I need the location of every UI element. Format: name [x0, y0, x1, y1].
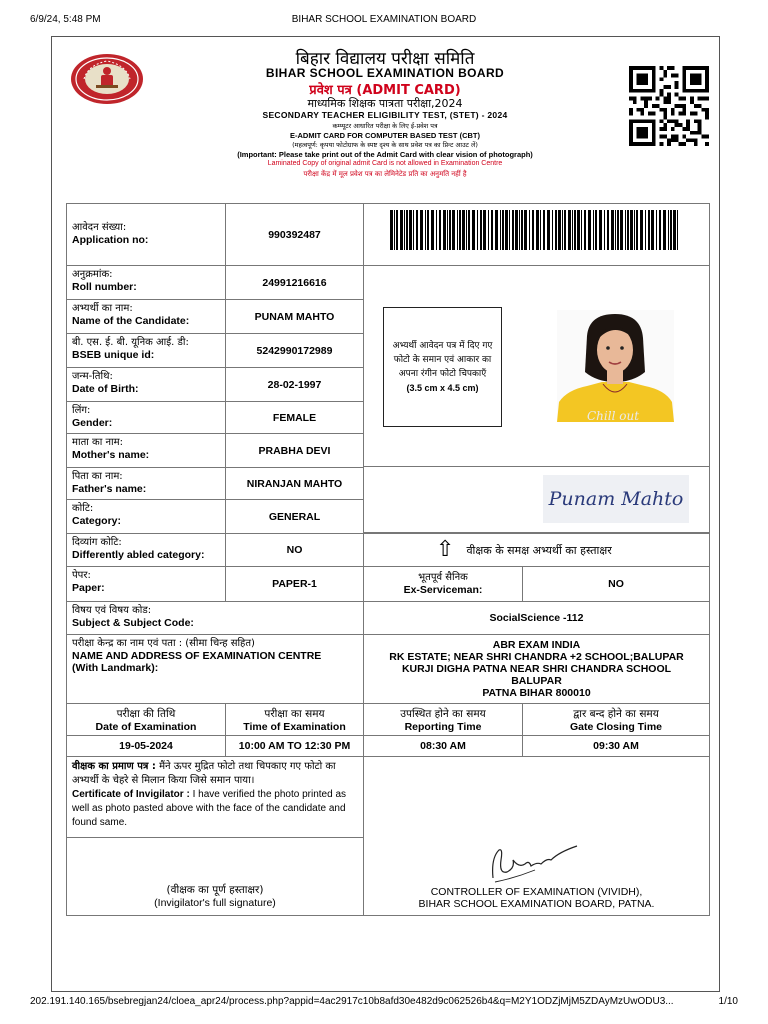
photo-size: (3.5 cm x 4.5 cm) [406, 383, 479, 393]
certificate-text-hindi: मैंने ऊपर मुद्रित फोटो तथा चिपकाए गए फोटो का अभ्यर्थी के चेहरे से मिलान किया जिसे समान पाया। [72, 761, 336, 786]
print-header [30, 14, 738, 28]
print-datetime: 6/9/24, 5:48 PM [30, 14, 101, 25]
signature-note-text: वीक्षक के समक्ष अभ्यर्थी का हस्ताक्षर [466, 543, 612, 557]
schedule-header-time: परीक्षा का समय Time of Examination [225, 703, 364, 736]
application-number: 990392487 [225, 203, 364, 266]
certificate-text-english: I have verified the photo printed as well as photo pasted above with the face of the candidate and found same. [72, 789, 347, 828]
paper-label: पेपर: Paper: [66, 566, 226, 602]
gender-value: FEMALE [225, 401, 364, 434]
laminated-note-english: Laminated Copy of original admit Card is not allowed in Examination Centre [267, 160, 503, 167]
mother-value: PRABHA DEVI [225, 433, 364, 468]
laminated-note-hindi: परीक्षा केंद्र में मूल प्रवेश पत्र का लेमिनेटेड प्रति का अनुमति नहीं है [303, 170, 467, 178]
invigilator-sig-hindi: (वीक्षक का पूर्ण हस्ताक्षर) [166, 884, 264, 896]
photo-shirt-text: Chill out [587, 409, 640, 422]
board-title-hindi: बिहार विद्यालय परीक्षा समिति [295, 49, 475, 69]
barcode-cell [363, 203, 710, 266]
controller-signature-icon [485, 838, 585, 886]
bseb-logo-icon [70, 53, 144, 105]
schedule-header-gate: द्वार बन्द होने का समय Gate Closing Time [522, 703, 710, 736]
invigilator-sig-english: (Invigilator's full signature) [154, 897, 276, 909]
print-title: BIHAR SCHOOL EXAMINATION BOARD [291, 14, 477, 25]
cbt-hindi: कम्प्यूटर आधारित परीक्षा के लिए ई-प्रवेश पत्र [332, 122, 438, 130]
exam-time: 10:00 AM TO 12:30 PM [225, 735, 364, 757]
schedule-header-date: परीक्षा की तिथि Date of Examination [66, 703, 226, 736]
print-footer [30, 996, 738, 1010]
signature-note [363, 533, 710, 567]
photo-instruction-text: अभ्यर्थी आवेदन पत्र में दिए गए फोटो के समान एवं आकार का अपना रंगीन फोटो चिपकाएँ [392, 341, 493, 379]
invigilator-signature-area [66, 837, 364, 916]
candidate-signature [543, 475, 689, 523]
paper-value: PAPER-1 [225, 566, 364, 602]
gender-label: लिंग: Gender: [66, 401, 226, 434]
centre-address: ABR EXAM INDIA RK ESTATE; NEAR SHRI CHANDRA +2 SCHOOL;BALUPAR KURJI DIGHA PATNA NEAR SHRI CHANDRA SCHOOL BALUPAR PATNA BIHAR 800010 [363, 634, 710, 704]
subject-label: विषय एवं विषय कोड: Subject & Subject Code: [66, 601, 364, 635]
category-label: कोटि: Category: [66, 499, 226, 534]
qr-code-icon [627, 66, 711, 146]
photo-instruction-box [383, 307, 502, 427]
up-arrow-icon: ⇧ [436, 537, 455, 562]
disabled-label: दिव्यांग कोटि: Differently abled category: [66, 533, 226, 567]
important-hindi: (महत्वपूर्ण: कृपया फोटोग्राफ के स्पष्ट दृश्य के साथ प्रवेश पत्र का प्रिन्ट आउट लें) [292, 141, 478, 149]
dob-label: जन्म-तिथि: Date of Birth: [66, 367, 226, 402]
dob-value: 28-02-1997 [225, 367, 364, 402]
bseb-id-value: 5242990172989 [225, 333, 364, 368]
schedule-header-reporting: उपस्थित होने का समय Reporting Time [363, 703, 523, 736]
certificate-label-english: Certificate of Invigilator : [72, 789, 190, 800]
certificate-label-hindi: वीक्षक का प्रमाण पत्र : [72, 761, 156, 772]
bseb-id-label: बी. एस. ई. बी. यूनिक आई. डी: BSEB unique id: [66, 333, 226, 368]
father-value: NIRANJAN MAHTO [225, 467, 364, 500]
exam-name-hindi: माध्यमिक शिक्षक पात्रता परीक्षा,2024 [307, 97, 463, 110]
signature-text: Punam Mahto [548, 488, 684, 510]
board-title-english: BIHAR SCHOOL EXAMINATION BOARD [265, 66, 505, 80]
ex-serviceman-label: भूतपूर्व सैनिक Ex-Serviceman: [363, 566, 523, 602]
category-value: GENERAL [225, 499, 364, 534]
controller-line2: BIHAR SCHOOL EXAMINATION BOARD, PATNA. [418, 898, 655, 910]
gate-closing-time: 09:30 AM [522, 735, 710, 757]
controller-line1: CONTROLLER OF EXAMINATION (VIVIDH), [430, 886, 643, 898]
father-label: पिता का नाम: Father's name: [66, 467, 226, 500]
name-label: अभ्यर्थी का नाम: Name of the Candidate: [66, 299, 226, 334]
print-page-number: 1/10 [718, 996, 738, 1007]
invigilator-certificate [66, 756, 364, 838]
candidate-photo [557, 310, 674, 422]
mother-label: माता का नाम: Mother's name: [66, 433, 226, 468]
reporting-time: 08:30 AM [363, 735, 523, 757]
ex-serviceman-value: NO [522, 566, 710, 602]
disabled-value: NO [225, 533, 364, 567]
cbt-english: E-ADMIT CARD FOR COMPUTER BASED TEST (CBT) [290, 131, 480, 140]
admit-card-title: प्रवेश पत्र (ADMIT CARD) [309, 83, 461, 98]
exam-name-english: SECONDARY TEACHER ELIGIBILITY TEST, (STET) - 2024 [262, 110, 508, 120]
roll-label: अनुक्रमांक: Roll number: [66, 265, 226, 300]
application-label: आवेदन संख्या: Application no: [66, 203, 226, 266]
centre-label: परीक्षा केन्द्र का नाम एवं पता : (सीमा चिन्ह सहित) NAME AND ADDRESS OF EXAMINATION CENTRE (With Landmark): [66, 634, 364, 704]
barcode-icon [390, 210, 682, 250]
roll-number: 24991216616 [225, 265, 364, 300]
exam-date: 19-05-2024 [66, 735, 226, 757]
important-english: (Important: Please take print out of the Admit Card with clear vision of photograph) [237, 150, 533, 159]
subject-value: SocialScience -112 [363, 601, 710, 635]
candidate-name: PUNAM MAHTO [225, 299, 364, 334]
controller-text [363, 886, 710, 910]
print-url: 202.191.140.165/bsebregjan24/cloea_apr24/process.php?appid=4ac2917c10b8afd30e482d9c062526b4&q=M2Y1ODZjMjM5ZDAyMzUwODU3... [30, 996, 674, 1007]
